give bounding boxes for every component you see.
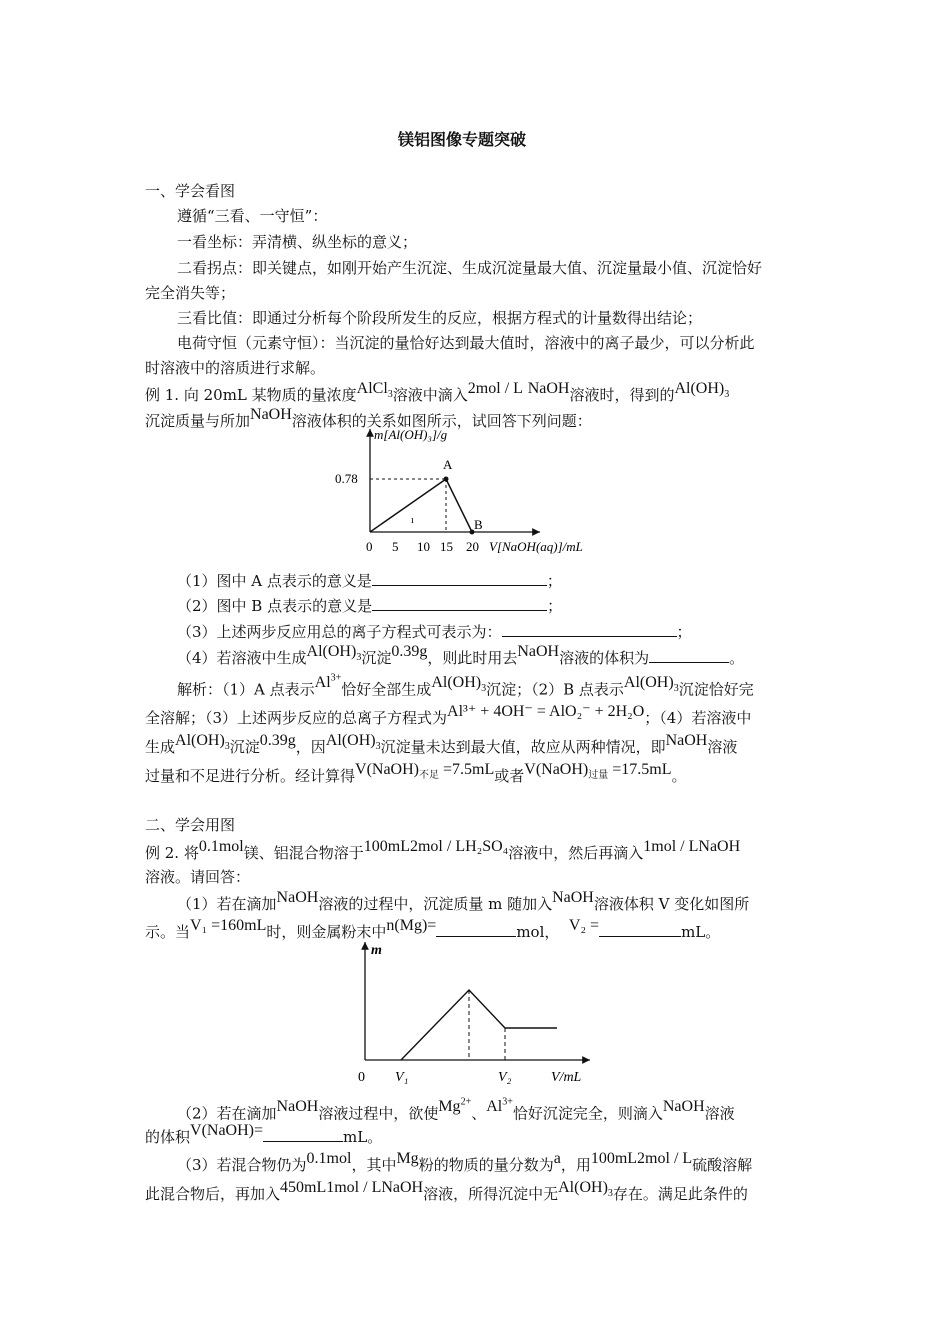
mass-value: 0.39g bbox=[391, 643, 428, 660]
ex1-q4: （4）若溶液中生成$Al(OH)_3$沉淀0.39g，则此时用去NaOH溶液的体积为 。 bbox=[177, 643, 745, 667]
naoh-formula: NaOH bbox=[662, 1098, 705, 1116]
ex1-q2: （2）图中 B 点表示的意义是 ； bbox=[177, 597, 563, 615]
chart1-xtick-10: 10 bbox=[417, 539, 430, 554]
aloh3-formula: $Al(OH)_3$ bbox=[306, 643, 362, 664]
analysis-line2: 全溶解；（3）上述两步反应的总离子方程式为Al³⁺ + 4OH⁻ = AlO₂⁻ + 2H₂O；（4）若溶液中 bbox=[145, 703, 752, 727]
fraction-a: a bbox=[553, 1150, 561, 1167]
conservation-a: 电荷守恒（元素守恒）：当沉淀的量恰好达到最大值时，溶液中的离子最少，可以分析此 bbox=[177, 334, 755, 352]
answer-blank[interactable] bbox=[649, 648, 729, 663]
naoh-formula: NaOH bbox=[276, 1098, 319, 1116]
naoh-formula: NaOH bbox=[517, 643, 560, 660]
chart1-xtick-0: 0 bbox=[366, 539, 373, 554]
analysis-line4: 过量和不足进行分析。经计算得$V(NaOH)_{不足} =7.5mL$或者$V(NaOH)_{过量} =17.5mL$。 bbox=[145, 761, 687, 785]
mol-value: 0.1mol bbox=[306, 1150, 352, 1167]
chart2-v2-label: V₂ bbox=[498, 1070, 512, 1085]
section1-intro: 遵循“三看、一守恒”： bbox=[177, 207, 328, 225]
al3-ion: $Al^{3+}$ bbox=[314, 673, 342, 692]
mol-value: 0.1mol bbox=[198, 838, 244, 855]
ex1-text-c: 溶液时，得到的 bbox=[569, 386, 675, 404]
analysis-line3: 生成$Al(OH)_3$沉淀0.39g，因$Al(OH)_3$沉淀量未达到最大值，故应从两种情况，即NaOH溶液 bbox=[145, 732, 738, 756]
v2-equation: V₂ = bbox=[568, 917, 600, 934]
ex1-line1 bbox=[145, 380, 730, 412]
ex2-p4: 的体积V(NaOH)= mL。 bbox=[145, 1122, 383, 1146]
naoh-formula: NaOH bbox=[276, 889, 319, 906]
v-naoh-insufficient: $V(NaOH)_{不足} =7.5mL$ bbox=[355, 761, 495, 782]
naoh-formula: NaOH bbox=[527, 380, 570, 397]
chart1-point-a bbox=[444, 477, 449, 482]
mg2-ion: $Mg^{2+}$ bbox=[438, 1097, 472, 1116]
chart1-ylabel: m[Al(OH)₃]/g bbox=[374, 427, 448, 442]
ex1-q3: （3）上述两步反应用总的离子方程式可表示为： ； bbox=[177, 623, 692, 641]
chart2-origin: 0 bbox=[358, 1070, 365, 1085]
concentration: 2mol / L bbox=[467, 380, 523, 397]
answer-blank[interactable] bbox=[372, 571, 547, 586]
section1-heading: 一、学会看图 bbox=[145, 182, 236, 200]
v1-equation: V₁ =160mL bbox=[190, 917, 267, 934]
chart1-series-line bbox=[370, 479, 472, 532]
chart1-yval: 0.78 bbox=[335, 471, 358, 486]
answer-blank[interactable] bbox=[502, 622, 677, 637]
look-2a: 二看拐点：即关键点，如刚开始产生沉淀、生成沉淀量最大值、沉淀量最小值、沉淀恰好 bbox=[177, 259, 763, 277]
ex1-text-b: 溶液中滴入 bbox=[392, 386, 468, 404]
answer-blank[interactable] bbox=[436, 922, 516, 937]
conservation-b: 时溶液中的溶质进行求解。 bbox=[145, 359, 326, 377]
ex2-line2: 溶液。请回答： bbox=[145, 868, 251, 886]
chart2-ylabel: m bbox=[371, 943, 382, 958]
answer-blank[interactable] bbox=[599, 922, 681, 937]
base-solution: 1mol / LNaOH bbox=[643, 838, 741, 855]
ex2-p3: （2）若在滴加NaOH溶液过程中，欲使$Mg^{2+}$、$Al^{3+}$恰好沉淀完全，则滴入NaOH溶液 bbox=[177, 1097, 735, 1123]
alcl3-formula: AlCl$_3$ bbox=[356, 380, 393, 401]
analysis-line1: 解析：（1）A 点表示$Al^{3+}$恰好全部生成$Al(OH)_3$沉淀；（2）B 点表示$Al(OH)_3$沉淀恰好完 bbox=[177, 673, 754, 699]
chart1-xtick-5: 5 bbox=[392, 539, 399, 554]
v-naoh-excess: $V(NaOH)_{过量} =17.5mL$ bbox=[524, 761, 672, 782]
acid-solution: 100mL2mol / LH₂SO₄ bbox=[363, 838, 509, 855]
aloh3-formula: $Al(OH)_3$ bbox=[175, 732, 230, 753]
aloh3-formula: $Al(OH)_3$ bbox=[674, 380, 730, 401]
look-2b: 完全消失等； bbox=[145, 284, 236, 302]
naoh-formula: NaOH bbox=[250, 406, 292, 423]
mass-value: 0.39g bbox=[259, 732, 296, 749]
n-mg: n(Mg)= bbox=[386, 917, 437, 934]
ex1-text-a: 例 1. 向 20mL 某物质的量浓度 bbox=[145, 386, 357, 404]
ex2-p6: 此混合物后，再加入450mL1mol / LNaOH溶液，所得沉淀中无$Al(OH)_3$存在。满足此条件的 bbox=[145, 1179, 748, 1203]
look-1: 一看坐标：弄清横、纵坐标的意义； bbox=[177, 233, 418, 251]
answer-blank[interactable] bbox=[372, 596, 547, 611]
al3-ion: $Al^{3+}$ bbox=[486, 1097, 513, 1116]
chart2-series-line bbox=[401, 990, 557, 1060]
answer-blank[interactable] bbox=[263, 1127, 343, 1142]
chart2-v1-label: V₁ bbox=[395, 1070, 409, 1085]
naoh-formula: NaOH bbox=[665, 732, 708, 749]
section2-heading: 二、学会用图 bbox=[145, 816, 236, 834]
v-naoh: V(NaOH)= bbox=[190, 1122, 264, 1139]
mg-symbol: Mg bbox=[396, 1150, 419, 1167]
base-solution: 450mL1mol / LNaOH bbox=[280, 1179, 424, 1196]
page-title: 镁铝图像专题突破 bbox=[398, 130, 527, 149]
aloh3-formula: $Al(OH)_3$ bbox=[431, 674, 487, 695]
ex1-text-d: 沉淀质量与所加 bbox=[145, 412, 251, 430]
chart1-xlabel: V[NaOH(aq)]/mL bbox=[489, 539, 583, 554]
aloh3-formula: $Al(OH)_3$ bbox=[325, 732, 381, 753]
chart2-xlabel: V/mL bbox=[551, 1070, 582, 1085]
aloh3-formula: $Al(OH)_3$ bbox=[623, 674, 679, 695]
aloh3-formula: $Al(OH)_3$ bbox=[558, 1179, 613, 1200]
ex1-q1: （1）图中 A 点表示的意义是 ； bbox=[177, 572, 562, 590]
chart1 bbox=[320, 425, 640, 560]
ex2-p2: 示。当V₁ =160mL时，则金属粉末中n(Mg)= mol， V₂ = mL。 bbox=[145, 917, 721, 941]
ex2-p5: （3）若混合物仍为0.1mol，其中Mg粉的物质的量分数为a，用100mL2mol / L硫酸溶解 bbox=[177, 1150, 753, 1174]
chart1-label-b: B bbox=[474, 517, 483, 532]
acid-solution: 100mL2mol / L bbox=[590, 1150, 693, 1167]
chart1-xtick-20: 20 bbox=[466, 539, 479, 554]
naoh-formula: NaOH bbox=[552, 889, 594, 906]
chart2 bbox=[345, 938, 605, 1088]
ionic-equation: Al³⁺ + 4OH⁻ = AlO₂⁻ + 2H₂O bbox=[447, 703, 645, 720]
chart1-xtick-15: 15 bbox=[440, 539, 453, 554]
look-3: 三看比值：即通过分析每个阶段所发生的反应，根据方程式的计量数得出结论； bbox=[177, 309, 703, 327]
ex1-text-e: 溶液体积的关系如图所示，试回答下列问题： bbox=[291, 412, 592, 430]
ex2-p1: （1）若在滴加NaOH溶液的过程中，沉淀质量 m 随加入NaOH溶液体积 V 变化如图所 bbox=[177, 889, 750, 913]
ex2-line1: 例 2. 将0.1mol镁、铝混合物溶于100mL2mol / LH₂SO₄溶液中，然后再滴入1mol / LNaOH bbox=[145, 838, 741, 862]
chart1-inner-mark: ı bbox=[411, 515, 414, 526]
chart1-label-a: A bbox=[443, 457, 453, 472]
